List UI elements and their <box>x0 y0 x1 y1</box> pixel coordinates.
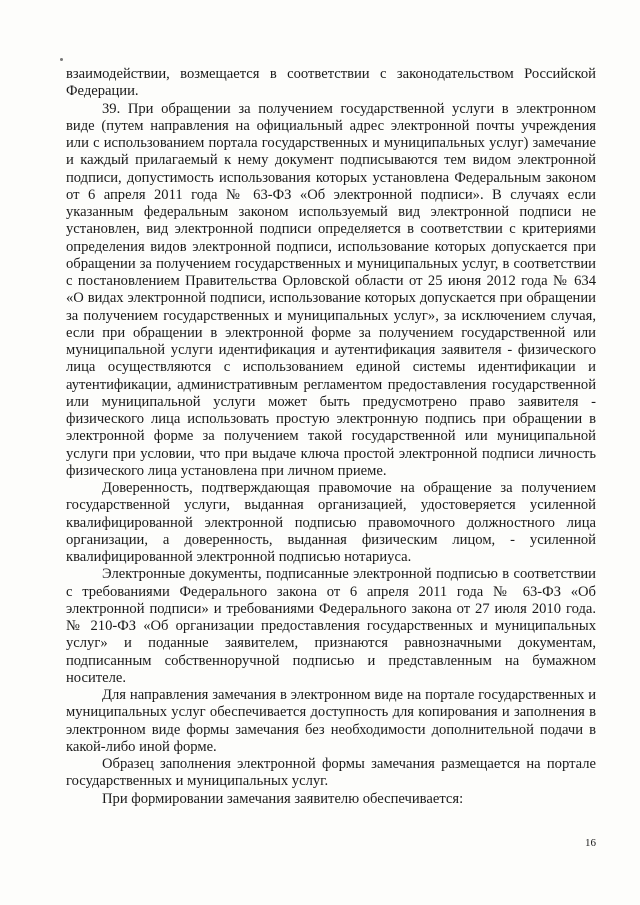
page-number: 16 <box>585 837 596 849</box>
paragraph-remark-formation: При формировании замечания заявителю обеспечивается: <box>102 790 464 807</box>
paragraph-sample-form: Образец заполнения электронной формы замечания размещается на портале государственных и муниципальных услуг. <box>66 756 596 790</box>
paragraph-remark-portal: Для направления замечания в электронном виде на портале государственных и муниципальных услуг обеспечивается доступность для копирования и заполнения в электронном виде формы замечания без необходимости дополнительной подачи в какой-либо иной форме. <box>66 687 596 755</box>
paragraph-electronic-documents: Электронные документы, подписанные электронной подписью в соответствии с требованиями Федерального закона от 6 апреля 2011 года № 63-ФЗ «Об электронной подписи» и требованиями Федерального закона от 27 июля 2010 года. № 210-ФЗ «Об организации предоставления государственных и муниципальных услуг» и поданные заявителем, признаются равнозначными документам, подписанным собственноручной подписью и представленным на бумажном носителе. <box>66 566 596 686</box>
paragraph-39: 39. При обращении за получением государственной услуги в электронном виде (путем направления на официальный адрес электронной почты учреждения или с использованием портала государственных и муниципальных услуг) замечание и каждый прилагаемый к нему документ подписываются тем видом электронной подписи, допустимость использования которых установлена Федеральным законом от 6 апреля 2011 года № 63-ФЗ «Об электронной подписи». В случаях если указанным федеральным законом используемый вид электронной подписи не установлен, вид электронной подписи определяется в соответствии с критериями определения видов электронной подписи, использование которых допускается при обращении за получением государственных и муниципальных услуг, в соответствии с постановлением Правительства Орловской области от 25 июня 2012 года № 634 «О видах электронной подписи, использование которых допускается при обращении за получением государственных и муниципальных услуг», за исключением случая, если при обращении в электронной форме за получением государственной или муниципальной услуги идентификация и аутентификация заявителя - физического лица осуществляются с использованием единой системы идентификации и аутентификации, административным регламентом предоставления государственной или муниципальной услуги может быть предусмотрено право заявителя - физического лица использовать простую электронную подпись при обращении в электронной форме за получением такой государственной или муниципальной услуги при условии, что при выдаче ключа простой электронной подписи личность физического лица установлена при личном приеме. <box>66 100 596 479</box>
scan-speck <box>60 58 63 61</box>
paragraph-continuation: взаимодействии, возмещается в соответствии с законодательством Российской Федерации. <box>66 66 596 100</box>
paragraph-power-of-attorney: Доверенность, подтверждающая правомочие на обращение за получением государственной услуги, выданная организацией, удостоверяется усиленной квалифицированной электронной подписью правомочного должностного лица организации, а доверенность, выданная физическим лицом, - усиленной квалифицированной электронной подписью нотариуса. <box>66 480 596 565</box>
